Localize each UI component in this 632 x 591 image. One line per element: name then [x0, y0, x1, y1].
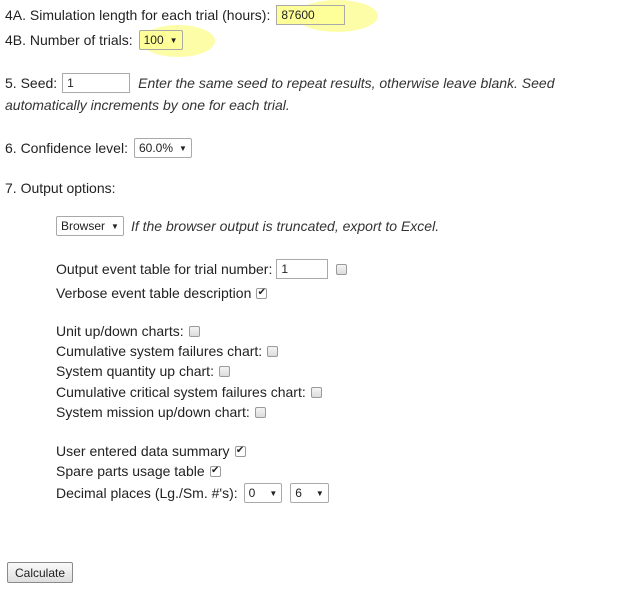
- unit-updown-label: Unit up/down charts:: [56, 323, 184, 339]
- seed-hint-continued: automatically increments by one for each trial.: [5, 97, 290, 113]
- unit-updown-checkbox[interactable]: [189, 326, 200, 337]
- decimal-label: Decimal places (Lg./Sm. #'s):: [56, 485, 238, 501]
- sim-length-label: 4A. Simulation length for each trial (hours):: [5, 7, 271, 23]
- sim-length-row: [5, 5, 345, 25]
- chevron-down-icon: ▼: [179, 143, 187, 153]
- num-trials-label: 4B. Number of trials:: [5, 32, 133, 48]
- user-data-row: [56, 443, 246, 459]
- chevron-down-icon: ▼: [315, 488, 324, 498]
- chevron-down-icon: ▼: [269, 488, 278, 498]
- calculate-button[interactable]: Calculate: [7, 562, 73, 583]
- decimal-row: [56, 483, 329, 503]
- seed-row: [5, 73, 555, 93]
- spare-parts-row: [56, 463, 221, 479]
- verbose-row: [56, 285, 267, 301]
- seed-input[interactable]: 1: [62, 73, 130, 93]
- user-data-label: User entered data summary: [56, 443, 230, 459]
- decimal-small-select[interactable]: [290, 483, 329, 503]
- sys-qty-row: [56, 363, 230, 379]
- confidence-label: 6. Confidence level:: [5, 140, 128, 156]
- spare-parts-label: Spare parts usage table: [56, 463, 205, 479]
- event-table-label: Output event table for trial number:: [56, 261, 273, 277]
- decimal-large-select[interactable]: [244, 483, 283, 503]
- output-options-label: 7. Output options:: [5, 180, 116, 196]
- seed-hint-row-2: [5, 97, 290, 113]
- seed-hint: Enter the same seed to repeat results, otherwise leave blank. Seed: [138, 75, 555, 91]
- decimal-small-value: 6: [295, 486, 302, 500]
- sys-qty-label: System quantity up chart:: [56, 363, 214, 379]
- output-options-row: [5, 180, 116, 196]
- decimal-large-value: 0: [248, 486, 256, 500]
- cum-critical-checkbox[interactable]: [311, 387, 322, 398]
- cum-critical-label: Cumulative critical system failures chart:: [56, 384, 306, 400]
- output-destination-select[interactable]: [56, 216, 124, 236]
- event-table-row: [56, 259, 347, 279]
- unit-updown-row: [56, 323, 200, 339]
- chevron-down-icon: ▼: [169, 35, 178, 45]
- chevron-down-icon: ▼: [111, 221, 119, 231]
- event-table-trial-input[interactable]: 1: [276, 259, 328, 279]
- output-destination-value: Browser: [61, 219, 106, 233]
- num-trials-select[interactable]: [139, 30, 183, 50]
- cum-failures-checkbox[interactable]: [267, 346, 278, 357]
- verbose-label: Verbose event table description: [56, 285, 252, 301]
- cum-failures-row: [56, 343, 278, 359]
- event-table-checkbox[interactable]: [336, 264, 347, 275]
- user-data-checkbox[interactable]: ✔: [235, 445, 245, 456]
- mission-checkbox[interactable]: [255, 407, 266, 418]
- confidence-select[interactable]: [134, 138, 192, 158]
- confidence-row: [5, 138, 192, 158]
- verbose-checkbox[interactable]: ✔: [257, 287, 267, 298]
- num-trials-row: [5, 30, 183, 50]
- output-destination-hint: If the browser output is truncated, export to Excel.: [130, 218, 440, 234]
- mission-label: System mission up/down chart:: [56, 404, 250, 420]
- num-trials-value: 100: [143, 33, 164, 47]
- confidence-value: 60.0%: [138, 141, 173, 155]
- output-destination-row: [56, 216, 439, 236]
- cum-failures-label: Cumulative system failures chart:: [56, 343, 263, 359]
- seed-label: 5. Seed:: [5, 75, 58, 91]
- sys-qty-checkbox[interactable]: [219, 366, 230, 377]
- mission-row: [56, 404, 266, 420]
- cum-critical-row: [56, 384, 322, 400]
- sim-length-input[interactable]: 87600: [276, 5, 345, 25]
- spare-parts-checkbox[interactable]: ✔: [210, 465, 220, 476]
